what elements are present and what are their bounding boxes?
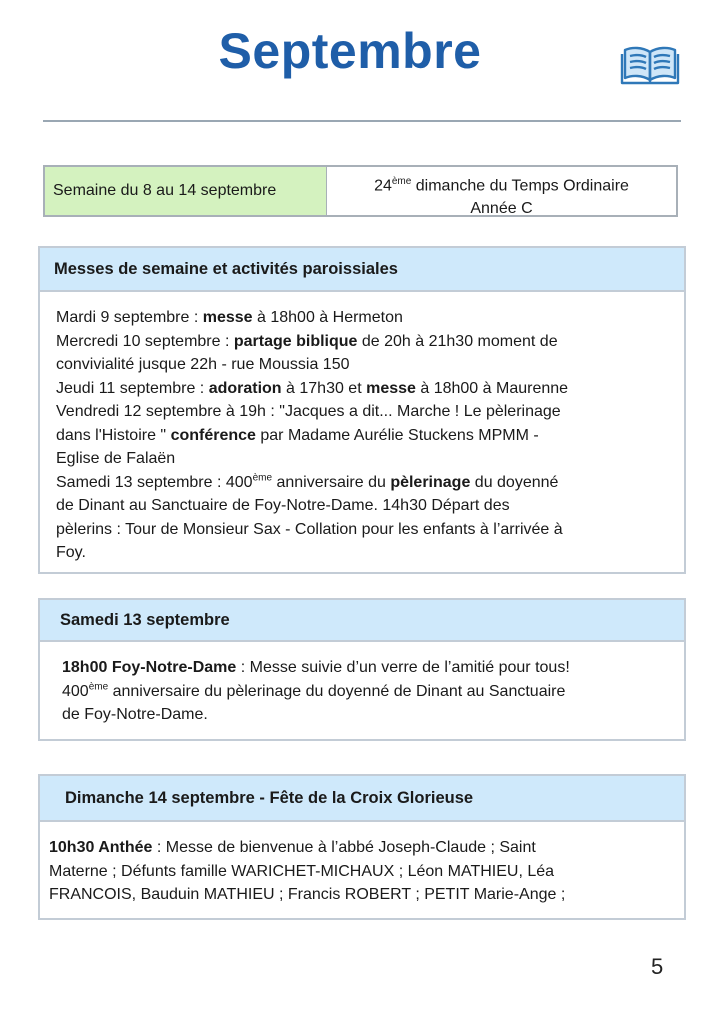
entry-friday-cont-2: Eglise de Falaën: [56, 450, 176, 467]
saturday-anniversary-cont: de Foy-Notre-Dame.: [62, 706, 208, 723]
week-info-box: [43, 165, 678, 217]
text: de 20h à 21h30 moment de: [357, 332, 558, 350]
bold-text: adoration: [208, 379, 282, 397]
bold-text: conférence: [170, 426, 256, 444]
text: Mercredi 10 septembre :: [56, 332, 234, 350]
bold-text: pèlerinage: [390, 473, 471, 491]
book-icon: [620, 44, 680, 86]
header-divider: [43, 120, 681, 122]
sunday-intentions: Materne ; Défunts famille WARICHET-MICHAUX ; Léon MATHIEU, Léa: [49, 862, 555, 880]
saturday-section: [38, 598, 686, 741]
entry-saturday-cont-2: pèlerins : Tour de Monsieur Sax - Collation pour les enfants à l’arrivée à: [56, 520, 563, 538]
text: du doyenné: [470, 473, 559, 491]
entry-friday: Vendredi 12 septembre à 19h : "Jacques a dit... Marche ! Le pèlerinage: [56, 403, 561, 420]
entry-wednesday-cont: convivialité jusque 22h - rue Moussia 150: [56, 356, 350, 373]
sunday-mass: [49, 836, 674, 860]
sunday-section: [38, 774, 686, 920]
weekday-section-title: Messes de semaine et activités paroissiales: [40, 248, 684, 292]
text: Samedi 13 septembre : 400: [56, 473, 253, 491]
saturday-section-body: [40, 642, 684, 727]
sunday-intentions-cont: FRANCOIS, Bauduin MATHIEU ; Francis ROBERT ; PETIT Marie-Ange ;: [49, 886, 566, 903]
entry-friday-cont: [56, 424, 674, 448]
text: anniversaire du: [272, 473, 391, 491]
entry-saturday: [56, 471, 674, 495]
week-range-label: Semaine du 8 au 14 septembre: [45, 167, 327, 215]
text: : Messe de bienvenue à l’abbé Joseph-Claude ; Saint: [152, 839, 536, 856]
text: Mardi 9 septembre :: [56, 309, 203, 326]
weekday-section-body: [40, 292, 684, 565]
saturday-mass: [62, 656, 674, 680]
entry-saturday-cont: de Dinant au Sanctuaire de Foy-Notre-Dame. 14h30 Départ des: [56, 497, 510, 514]
liturgical-year: Année C: [470, 200, 533, 218]
text: dans l'Histoire ": [56, 426, 171, 444]
text: Jeudi 11 septembre :: [56, 379, 209, 397]
bold-text: 18h00 Foy-Notre-Dame: [62, 659, 237, 676]
liturgical-sunday: [327, 167, 676, 218]
sunday-name: dimanche du Temps Ordinaire: [411, 177, 629, 195]
text: à 18h00 à Hermeton: [252, 309, 403, 326]
entry-wednesday: [56, 330, 674, 354]
superscript: ème: [252, 472, 273, 484]
saturday-section-title: Samedi 13 septembre: [40, 600, 684, 642]
bold-text: messe: [202, 309, 253, 326]
text: : Messe suivie d’un verre de l’amitié pour tous!: [236, 659, 570, 676]
sunday-section-title: Dimanche 14 septembre - Fête de la Croix Glorieuse: [40, 776, 684, 822]
page-title: Septembre: [218, 23, 482, 79]
bold-text: 10h30 Anthée: [49, 839, 153, 856]
entry-saturday-cont-3: Foy.: [56, 544, 86, 561]
sunday-number: 24: [374, 177, 392, 195]
text: à 17h30 et: [281, 379, 367, 397]
bold-text: partage biblique: [233, 332, 358, 350]
bold-text: messe: [366, 379, 416, 397]
text: anniversaire du pèlerinage du doyenné de Dinant au Sanctuaire: [108, 682, 566, 700]
page-number: 5: [651, 954, 664, 979]
entry-thursday: [56, 377, 674, 401]
text: à 18h00 à Maurenne: [415, 379, 569, 397]
text: par Madame Aurélie Stuckens MPMM -: [255, 426, 539, 444]
saturday-anniversary: [62, 680, 674, 704]
sunday-section-body: [40, 822, 684, 907]
superscript: ème: [88, 681, 109, 693]
entry-tuesday: [56, 306, 674, 330]
text: 400: [62, 682, 89, 700]
sunday-suffix: ème: [391, 176, 412, 187]
weekday-section: [38, 246, 686, 574]
